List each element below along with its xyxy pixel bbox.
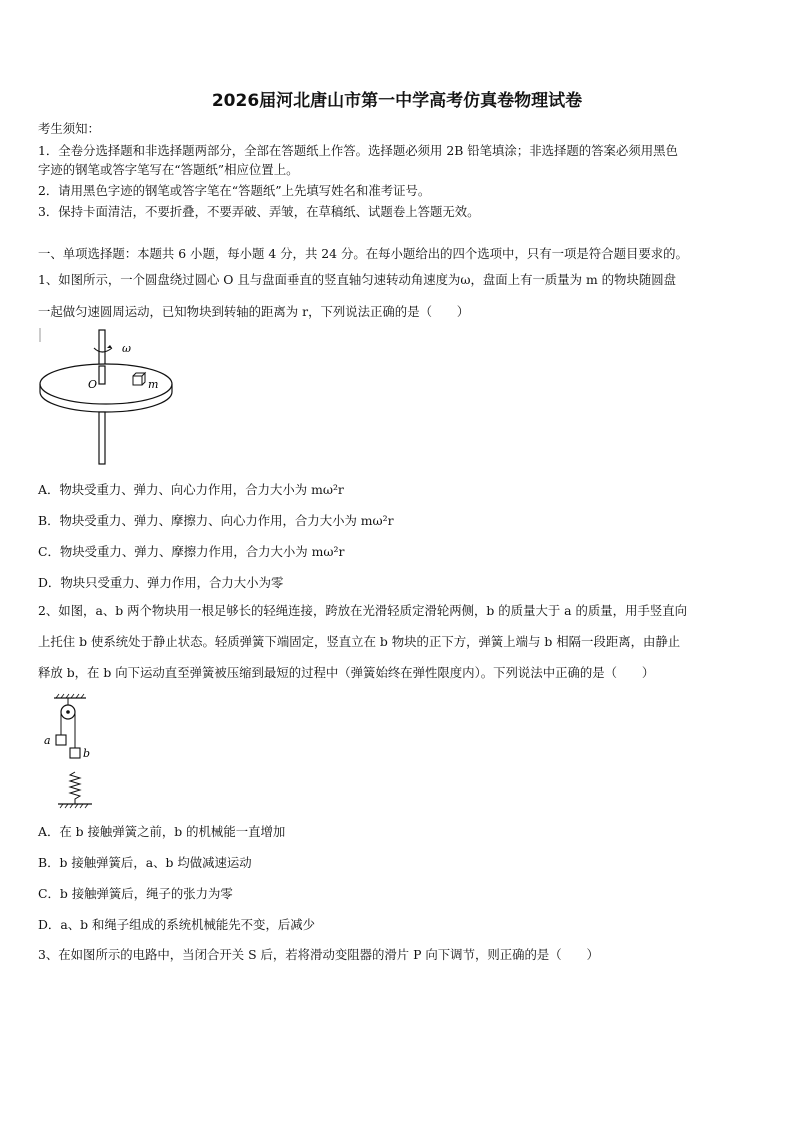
q1-disk-figure <box>38 326 178 466</box>
q1-option-a: A．物块受重力、弹力、向心力作用，合力大小为 mω²r <box>38 482 344 497</box>
q3-stem-line1: 3、在如图所示的电路中，当闭合开关 S 后，若将滑动变阻器的滑片 P 向下调节，则正确的是（ ） <box>38 947 599 962</box>
center-label: O <box>88 378 98 391</box>
mass-label: m <box>148 378 159 391</box>
exam-title: 2026届河北唐山市第一中学高考仿真卷物理试卷 <box>211 91 583 111</box>
q2-stem-line3: 释放 b，在 b 向下运动直至弹簧被压缩到最短的过程中（弹簧始终在弹性限度内）。下列说法中正确的是（ ） <box>38 665 655 680</box>
q2-option-b: B．b 接触弹簧后，a、b 均做减速运动 <box>38 855 252 870</box>
q1-stem-line2: 一起做匀速圆周运动，已知物块到转轴的距离为 r，下列说法正确的是（ ） <box>38 304 470 319</box>
q2-option-c: C．b 接触弹簧后，绳子的张力为零 <box>38 886 233 901</box>
notice-item-1: 1．全卷分选择题和非选择题两部分，全部在答题纸上作答。选择题必须用 2B 铅笔填涂；非选择题的答案必须用黑色 <box>38 143 678 158</box>
q1-option-c: C．物块受重力、弹力、摩擦力作用，合力大小为 mω²r <box>38 544 345 559</box>
q1-option-b: B．物块受重力、弹力、摩擦力、向心力作用，合力大小为 mω²r <box>38 513 394 528</box>
q2-pulley-figure <box>38 692 108 810</box>
q2-option-a: A．在 b 接触弹簧之前，b 的机械能一直增加 <box>38 824 286 839</box>
notice-heading: 考生须知： <box>38 121 100 136</box>
notice-item-3: 3．保持卡面清洁，不要折叠，不要弄破、弄皱，在草稿纸、试题卷上答题无效。 <box>38 204 480 219</box>
q1-option-d: D．物块只受重力、弹力作用，合力大小为零 <box>38 575 284 590</box>
q2-stem-line2: 上托住 b 使系统处于静止状态。轻质弹簧下端固定，竖直立在 b 物块的正下方，弹簧上端与 b 相隔一段距离，由静止 <box>38 634 681 649</box>
q2-option-d: D．a、b 和绳子组成的系统机械能先不变，后减少 <box>38 917 316 932</box>
q2-stem-line1: 2、如图，a、b 两个物块用一根足够长的轻绳连接，跨放在光滑轻质定滑轮两侧，b 的质量大于 a 的质量，用手竖直向 <box>38 603 688 618</box>
block-b-label: b <box>83 747 91 760</box>
notice-item-1-cont: 字迹的钢笔或答字笔写在“答题纸”相应位置上。 <box>38 162 299 177</box>
omega-label: ω <box>122 342 131 355</box>
notice-item-2: 2．请用黑色字迹的钢笔或答字笔在“答题纸”上先填写姓名和准考证号。 <box>38 183 431 198</box>
block-a-label: a <box>44 734 51 747</box>
section-heading: 一、单项选择题：本题共 6 小题，每小题 4 分，共 24 分。在每小题给出的四个选项中，只有一项是符合题目要求的。 <box>38 246 688 261</box>
q1-stem-line1: 1、如图所示，一个圆盘绕过圆心 O 且与盘面垂直的竖直轴匀速转动角速度为ω，盘面上有一质量为 m 的物块随圆盘 <box>38 272 677 287</box>
